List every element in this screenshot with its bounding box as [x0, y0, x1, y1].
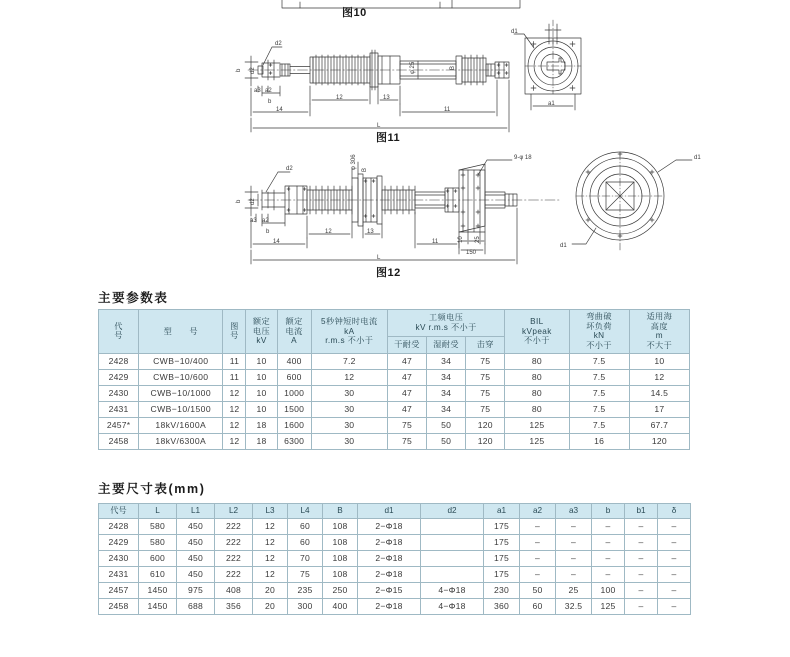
cell-dim-b1: – — [625, 518, 658, 534]
figure-caption-fig11: 图11 — [376, 132, 401, 144]
cell-bil: 80 — [505, 353, 569, 369]
label-L-fig12: L — [377, 255, 381, 261]
th-dim-b1: b1 — [625, 504, 658, 519]
cell-dim-l4: 75 — [288, 566, 323, 582]
label-d2-vert-fig12: d2 — [250, 198, 256, 205]
cell-breakdown: 75 — [466, 369, 505, 385]
cell-model: 18kV/1600A — [139, 417, 223, 433]
cell-dim-l1: 450 — [177, 566, 215, 582]
label-a1-fig11: a1 — [548, 101, 555, 107]
fig10-partial-dimension-frame — [282, 0, 520, 8]
cell-dim-l: 1450 — [139, 598, 177, 614]
cell-breakdown: 120 — [466, 417, 505, 433]
th-altitude: 适用海 高度 m 不大于 — [629, 310, 689, 354]
cell-dim-b: 100 — [592, 582, 625, 598]
cell-dim-a3: – — [556, 566, 592, 582]
cell-dim-: – — [658, 518, 691, 534]
label-a2-fig12: a2 — [262, 218, 269, 224]
cell-dim-l2: 222 — [215, 534, 253, 550]
cell-rated-voltage: 18 — [246, 433, 277, 449]
table-row — [99, 353, 690, 369]
table-row — [99, 369, 690, 385]
cell-dim-: 2431 — [99, 566, 139, 582]
label-b-fig11: b — [268, 99, 272, 105]
bushing-drawings-svg — [0, 0, 790, 285]
table-row — [99, 518, 691, 534]
label-d1-fig11: d1 — [511, 29, 518, 35]
th-dim-l1: L1 — [177, 504, 215, 519]
label-25-fig12: 25 — [475, 236, 481, 243]
label-150-fig12: 150 — [466, 250, 477, 256]
cell-dim-l1: 450 — [177, 534, 215, 550]
cell-figure-no: 12 — [223, 385, 246, 401]
cell-altitude: 14.5 — [629, 385, 689, 401]
table-row — [99, 401, 690, 417]
dims-table-wrap — [98, 503, 690, 615]
th-code: 代 号 — [99, 310, 139, 354]
cell-rated-voltage: 10 — [246, 369, 277, 385]
th-dim-: 代号 — [99, 504, 139, 519]
th-bending-load: 弯曲破 坏负荷 kN 不小于 — [569, 310, 629, 354]
cell-dim-a2: – — [520, 550, 556, 566]
cell-wet-withstand: 50 — [427, 433, 466, 449]
cell-model: CWB−10/1000 — [139, 385, 223, 401]
cell-dim-l4: 235 — [288, 582, 323, 598]
cell-dim-a3: – — [556, 550, 592, 566]
th-dim-l4: L4 — [288, 504, 323, 519]
label-phi25-fig11: φ 25 — [410, 61, 416, 74]
cell-bil: 80 — [505, 401, 569, 417]
label-9phi18-fig12: 9-φ 18 — [514, 155, 532, 161]
label-b-fig12: b — [266, 229, 270, 235]
cell-dim-b: – — [592, 566, 625, 582]
cell-dim-a2: – — [520, 566, 556, 582]
cell-dim-l2: 222 — [215, 518, 253, 534]
cell-dim-d2 — [421, 518, 484, 534]
cell-dim-b1: – — [625, 582, 658, 598]
cell-dim-: 2429 — [99, 534, 139, 550]
label-14-fig12: 14 — [273, 239, 280, 245]
th-model: 型 号 — [139, 310, 223, 354]
cell-rated-voltage: 18 — [246, 417, 277, 433]
cell-breakdown: 75 — [466, 401, 505, 417]
cell-dim-a1: 230 — [484, 582, 520, 598]
cell-dim-b: – — [592, 550, 625, 566]
cell-code: 2428 — [99, 353, 139, 369]
cell-dim-a2: 60 — [520, 598, 556, 614]
cell-dim-: 2458 — [99, 598, 139, 614]
cell-short-time-current: 30 — [311, 385, 387, 401]
cell-dim-d2: 4−Φ18 — [421, 582, 484, 598]
dims-header-row — [99, 504, 691, 519]
cell-dim-a1: 175 — [484, 518, 520, 534]
cell-rated-current: 6300 — [277, 433, 311, 449]
cell-dim-b: 400 — [323, 598, 358, 614]
cell-dim-l4: 60 — [288, 534, 323, 550]
cell-dim-: – — [658, 598, 691, 614]
cell-dim-b: 108 — [323, 534, 358, 550]
label-b-left-fig12: b — [236, 199, 242, 203]
cell-rated-voltage: 10 — [246, 385, 277, 401]
th-dim-l: L — [139, 504, 177, 519]
cell-dim-: 2428 — [99, 518, 139, 534]
drawing-annotations — [236, 29, 701, 261]
cell-dim-d2 — [421, 566, 484, 582]
cell-dry-withstand: 47 — [387, 385, 426, 401]
label-d1-right-fig12: d1 — [694, 155, 701, 161]
cell-dim-a1: 175 — [484, 566, 520, 582]
label-d1-lower-fig12: d1 — [560, 243, 567, 249]
label-a3-fig11: a3 — [254, 88, 261, 94]
cell-dim-l3: 12 — [253, 566, 288, 582]
cell-model: CWB−10/1500 — [139, 401, 223, 417]
technical-drawings-panel — [0, 0, 790, 285]
cell-short-time-current: 7.2 — [311, 353, 387, 369]
label-B-fig11: B — [450, 65, 456, 70]
cell-dim-l3: 12 — [253, 534, 288, 550]
cell-short-time-current: 30 — [311, 401, 387, 417]
cell-dim-a2: 50 — [520, 582, 556, 598]
th-dim-b: b — [592, 504, 625, 519]
cell-dim-l2: 408 — [215, 582, 253, 598]
cell-dim-b: – — [592, 518, 625, 534]
cell-dim-d1: 2−Φ18 — [358, 598, 421, 614]
cell-dry-withstand: 75 — [387, 433, 426, 449]
cell-dim-d1: 2−Φ18 — [358, 518, 421, 534]
table-row — [99, 417, 690, 433]
cell-dim-: 2430 — [99, 550, 139, 566]
cell-dim-d2: 4−Φ18 — [421, 598, 484, 614]
th-dim-: δ — [658, 504, 691, 519]
cell-rated-voltage: 10 — [246, 353, 277, 369]
params-table-title: 主要参数表 — [98, 291, 169, 305]
label-13-fig12: 13 — [367, 229, 374, 235]
dims-table-title: 主要尺寸表(mm) — [98, 482, 206, 496]
cell-dim-a2: – — [520, 518, 556, 534]
cell-dim-l: 580 — [139, 534, 177, 550]
dims-table-body — [99, 518, 691, 614]
cell-dim-l: 580 — [139, 518, 177, 534]
cell-dim-b: 108 — [323, 550, 358, 566]
table-row — [99, 534, 691, 550]
label-12-fig12: 12 — [325, 229, 332, 235]
label-B-fig12: B — [362, 167, 368, 172]
cell-figure-no: 12 — [223, 433, 246, 449]
cell-altitude: 10 — [629, 353, 689, 369]
label-10-fig12: 10 — [458, 236, 464, 243]
label-13-fig11: 13 — [383, 95, 390, 101]
cell-breakdown: 75 — [466, 353, 505, 369]
cell-altitude: 67.7 — [629, 417, 689, 433]
cell-bending-load: 7.5 — [569, 417, 629, 433]
cell-short-time-current: 30 — [311, 417, 387, 433]
cell-short-time-current: 30 — [311, 433, 387, 449]
th-dry-withstand: 干耐受 — [387, 337, 426, 353]
cell-code: 2457* — [99, 417, 139, 433]
cell-dim-: – — [658, 550, 691, 566]
cell-model: CWB−10/600 — [139, 369, 223, 385]
th-rated-current: 额定 电流 A — [277, 310, 311, 354]
cell-dim-b: 250 — [323, 582, 358, 598]
th-bil: BIL kVpeak 不小于 — [505, 310, 569, 354]
cell-dim-l2: 356 — [215, 598, 253, 614]
cell-dry-withstand: 75 — [387, 417, 426, 433]
th-dim-a2: a2 — [520, 504, 556, 519]
cell-figure-no: 12 — [223, 401, 246, 417]
cell-dim-l1: 450 — [177, 550, 215, 566]
th-power-freq-group: 工频电压 kV r.m.s 不小于 — [387, 310, 504, 337]
cell-dim-b: 125 — [592, 598, 625, 614]
params-table-wrap — [98, 309, 690, 450]
cell-wet-withstand: 34 — [427, 401, 466, 417]
cell-figure-no: 11 — [223, 369, 246, 385]
cell-dim-l2: 222 — [215, 550, 253, 566]
cell-model: 18kV/6300A — [139, 433, 223, 449]
figure-caption-fig10: 图10 — [342, 7, 367, 19]
cell-dim-a1: 175 — [484, 534, 520, 550]
cell-bil: 80 — [505, 369, 569, 385]
cell-dim-a1: 175 — [484, 550, 520, 566]
cell-dim-d1: 2−Φ18 — [358, 534, 421, 550]
cell-bending-load: 7.5 — [569, 385, 629, 401]
cell-wet-withstand: 34 — [427, 369, 466, 385]
table-row — [99, 582, 691, 598]
th-dim-a1: a1 — [484, 504, 520, 519]
th-dim-b: B — [323, 504, 358, 519]
cell-dim-l4: 70 — [288, 550, 323, 566]
th-dim-d1: d1 — [358, 504, 421, 519]
cell-dim-b1: – — [625, 550, 658, 566]
cell-dim-b: 108 — [323, 518, 358, 534]
cell-dim-: – — [658, 582, 691, 598]
cell-model: CWB−10/400 — [139, 353, 223, 369]
label-d2-vert-fig11: d2 — [250, 67, 256, 74]
cell-rated-voltage: 10 — [246, 401, 277, 417]
cell-figure-no: 11 — [223, 353, 246, 369]
label-d2-fig12: d2 — [286, 166, 293, 172]
cell-wet-withstand: 34 — [427, 385, 466, 401]
cell-dim-l1: 688 — [177, 598, 215, 614]
th-wet-withstand: 湿耐受 — [427, 337, 466, 353]
label-L-fig11: L — [377, 123, 381, 129]
cell-rated-current: 600 — [277, 369, 311, 385]
cell-altitude: 120 — [629, 433, 689, 449]
th-short-time-current: 5秒钟短时电流 kA r.m.s 不小于 — [311, 310, 387, 354]
params-table — [98, 309, 690, 450]
cell-dim-b1: – — [625, 598, 658, 614]
cell-code: 2431 — [99, 401, 139, 417]
label-b-left-fig11: b — [236, 68, 242, 72]
cell-dim-l: 600 — [139, 550, 177, 566]
cell-dry-withstand: 47 — [387, 401, 426, 417]
cell-short-time-current: 12 — [311, 369, 387, 385]
cell-dim-d2 — [421, 534, 484, 550]
cell-dim-b: – — [592, 534, 625, 550]
figure-caption-fig12: 图12 — [376, 267, 401, 279]
cell-dim-d1: 2−Φ18 — [358, 550, 421, 566]
cell-breakdown: 75 — [466, 385, 505, 401]
th-dim-l2: L2 — [215, 504, 253, 519]
cell-code: 2458 — [99, 433, 139, 449]
cell-rated-current: 400 — [277, 353, 311, 369]
cell-dim-l4: 60 — [288, 518, 323, 534]
cell-dim-d1: 2−Φ18 — [358, 566, 421, 582]
cell-dim-l: 610 — [139, 566, 177, 582]
th-dim-a3: a3 — [556, 504, 592, 519]
th-dim-l3: L3 — [253, 504, 288, 519]
cell-altitude: 17 — [629, 401, 689, 417]
th-rated-voltage: 额定 电压 kV — [246, 310, 277, 354]
th-dim-d2: d2 — [421, 504, 484, 519]
cell-dim-l3: 20 — [253, 582, 288, 598]
cell-figure-no: 12 — [223, 417, 246, 433]
table-row — [99, 550, 691, 566]
cell-dim-l: 1450 — [139, 582, 177, 598]
label-12-fig11: 12 — [336, 95, 343, 101]
cell-dim-l1: 450 — [177, 518, 215, 534]
cell-rated-current: 1600 — [277, 417, 311, 433]
dims-table — [98, 503, 691, 615]
cell-dim-l4: 300 — [288, 598, 323, 614]
fig11-drawing — [245, 20, 581, 132]
cell-dim-a3: 25 — [556, 582, 592, 598]
cell-code: 2429 — [99, 369, 139, 385]
table-row — [99, 566, 691, 582]
cell-rated-current: 1000 — [277, 385, 311, 401]
cell-dim-a1: 360 — [484, 598, 520, 614]
label-14-fig11: 14 — [276, 107, 283, 113]
label-11-fig11: 11 — [444, 107, 451, 113]
cell-dim-b: 108 — [323, 566, 358, 582]
cell-dim-a3: – — [556, 518, 592, 534]
cell-bending-load: 7.5 — [569, 369, 629, 385]
th-figure-no: 图 号 — [223, 310, 246, 354]
cell-altitude: 12 — [629, 369, 689, 385]
params-table-body — [99, 353, 690, 449]
cell-wet-withstand: 50 — [427, 417, 466, 433]
cell-rated-current: 1500 — [277, 401, 311, 417]
cell-dim-d2 — [421, 550, 484, 566]
cell-dim-l3: 20 — [253, 598, 288, 614]
cell-breakdown: 120 — [466, 433, 505, 449]
table-row — [99, 598, 691, 614]
table-row — [99, 433, 690, 449]
th-breakdown: 击穿 — [466, 337, 505, 353]
cell-bending-load: 7.5 — [569, 401, 629, 417]
cell-dim-l1: 975 — [177, 582, 215, 598]
cell-dim-d1: 2−Φ15 — [358, 582, 421, 598]
cell-dim-l3: 12 — [253, 550, 288, 566]
cell-dim-l3: 12 — [253, 518, 288, 534]
cell-code: 2430 — [99, 385, 139, 401]
cell-bil: 125 — [505, 417, 569, 433]
params-header-row-1 — [99, 310, 690, 337]
cell-bil: 80 — [505, 385, 569, 401]
cell-wet-withstand: 34 — [427, 353, 466, 369]
cell-dim-b1: – — [625, 534, 658, 550]
cell-dry-withstand: 47 — [387, 369, 426, 385]
label-a2-fig11: a2 — [265, 88, 272, 94]
label-d2-fig11: d2 — [275, 41, 282, 47]
cell-dim-a3: – — [556, 534, 592, 550]
cell-dry-withstand: 47 — [387, 353, 426, 369]
cell-dim-: – — [658, 534, 691, 550]
cell-dim-a2: – — [520, 534, 556, 550]
cell-dim-l2: 222 — [215, 566, 253, 582]
cell-bil: 125 — [505, 433, 569, 449]
cell-dim-b1: – — [625, 566, 658, 582]
cell-bending-load: 7.5 — [569, 353, 629, 369]
cell-bending-load: 16 — [569, 433, 629, 449]
cell-dim-a3: 32.5 — [556, 598, 592, 614]
table-row — [99, 385, 690, 401]
label-11-fig12: 11 — [432, 239, 439, 245]
label-phi306-fig12: φ 306 — [351, 154, 357, 170]
fig12-drawing — [245, 152, 692, 264]
cell-dim-: – — [658, 566, 691, 582]
label-a3-fig12: a3 — [250, 218, 257, 224]
cell-dim-: 2457 — [99, 582, 139, 598]
